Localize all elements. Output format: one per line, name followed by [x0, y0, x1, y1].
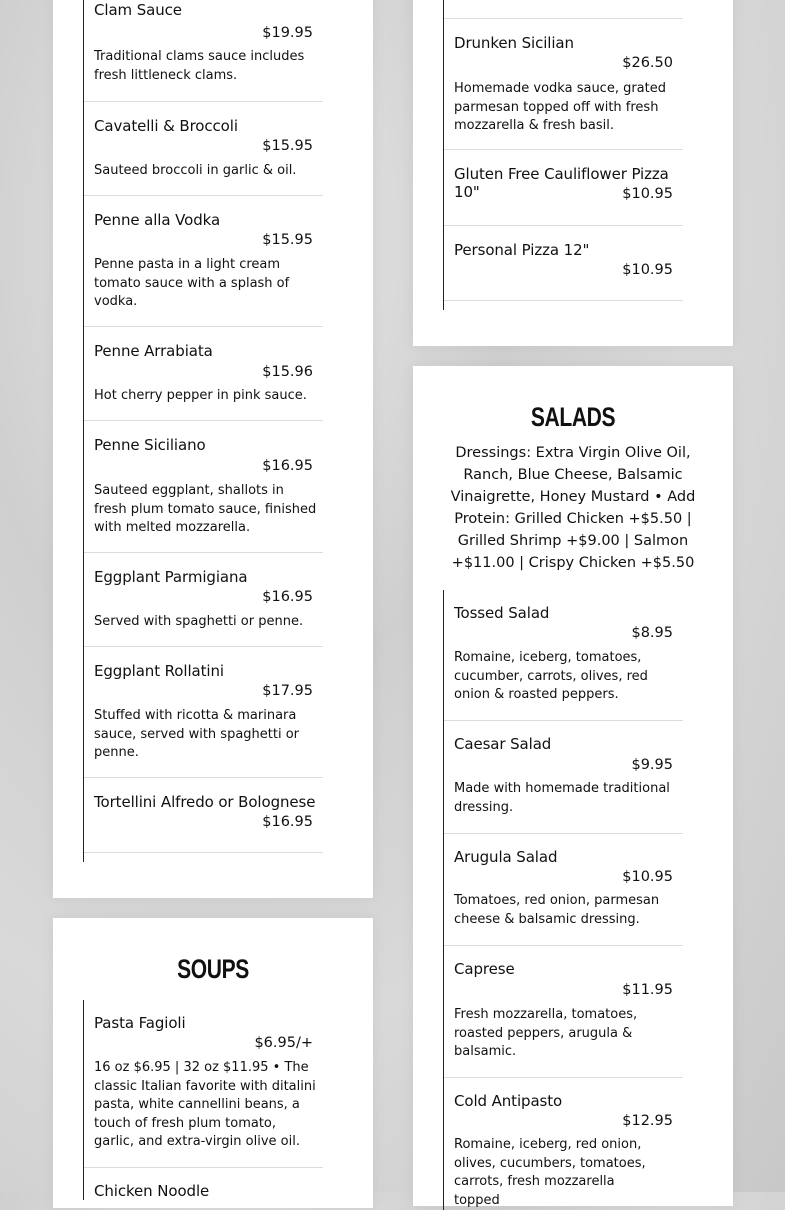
item-description: Tomatoes, red onion, parmesan cheese & balsamic dressing. — [454, 893, 660, 927]
item-name: Tossed Salad — [454, 604, 550, 622]
menu-item[interactable] — [444, 226, 683, 301]
menu-item[interactable] — [84, 1168, 323, 1208]
item-description: Sauteed eggplant, shallots in fresh plum tomato sauce, finished with melted mozzarella. — [94, 483, 317, 535]
item-name: Chicken Noodle — [94, 1182, 210, 1200]
section-heading: SOUPS — [177, 954, 249, 984]
item-name: Clam Sauce — [94, 1, 182, 19]
item-name: Arugula Salad — [454, 848, 558, 866]
item-description: Traditional clams sauce includes fresh littleneck clams. — [94, 49, 305, 83]
item-price: $10.95 — [622, 262, 673, 278]
menu-item[interactable] — [444, 946, 683, 1078]
item-name: Cavatelli & Broccoli — [94, 117, 238, 135]
pasta-items — [83, 0, 323, 862]
item-price: $15.95 — [262, 232, 313, 248]
menu-item[interactable] — [444, 721, 683, 834]
menu-item[interactable] — [444, 590, 683, 721]
item-price: $26.50 — [622, 55, 673, 71]
menu-item[interactable] — [444, 150, 683, 226]
item-price: $15.96 — [262, 364, 313, 380]
item-name: Penne Siciliano — [94, 436, 206, 454]
dressing-note: Dressings: Extra Virgin Olive Oil, Ranch, Blue Cheese, Balsamic Vinaigrette, Honey Mustard • Add Protein: Grilled Chicken +$5.50 | Grilled Shrimp +$9.00 | Salmon +$11.00 | Crispy Chicken +$5.50 — [450, 445, 696, 571]
menu-item[interactable] — [84, 0, 323, 102]
menu-item[interactable] — [444, 1078, 683, 1208]
section-heading: SALADS — [530, 402, 616, 432]
item-name: Caprese — [454, 960, 515, 978]
divider-row — [444, 0, 683, 19]
soups-card — [53, 918, 373, 1208]
item-description: Fresh mozzarella, tomatoes, roasted peppers, arugula & balsamic. — [454, 1007, 638, 1059]
item-price: $15.95 — [262, 138, 313, 154]
item-name: Penne alla Vodka — [94, 211, 221, 229]
menu-item[interactable] — [84, 102, 323, 196]
item-price: $19.95 — [262, 25, 313, 41]
menu-item[interactable] — [84, 778, 323, 853]
item-price: $17.95 — [262, 683, 313, 699]
item-name: Caesar Salad — [454, 735, 552, 753]
salads-card — [413, 366, 733, 1206]
menu-item[interactable] — [84, 1000, 323, 1168]
item-price: $6.95/+ — [254, 1035, 313, 1051]
menu-item[interactable] — [84, 647, 323, 778]
item-price: $10.95 — [622, 186, 673, 202]
item-price: $11.95 — [622, 982, 673, 998]
menu-item[interactable] — [84, 327, 323, 421]
item-price: $9.95 — [631, 757, 673, 773]
item-description: 16 oz $6.95 | 32 oz $11.95 • The classic Italian favorite with ditalini pasta, white cannellini beans, a touch of fresh plum tomato, garlic, and extra-virgin olive oil. — [94, 1060, 316, 1149]
item-price: $16.95 — [262, 458, 313, 474]
item-description: Romaine, iceberg, red onion, olives, cucumbers, tomatoes, carrots, fresh mozzarella topped — [454, 1137, 646, 1208]
menu-item[interactable] — [84, 196, 323, 327]
item-price: $12.95 — [622, 1113, 673, 1129]
salads-items — [443, 590, 683, 1210]
menu-item[interactable] — [84, 421, 323, 553]
item-price: $8.95 — [631, 625, 673, 641]
menu-item[interactable] — [444, 834, 683, 946]
item-description: Served with spaghetti or penne. — [94, 614, 304, 629]
item-description: Homemade vodka sauce, grated parmesan topped off with fresh mozzarella & fresh basil. — [454, 81, 666, 133]
item-name: Penne Arrabiata — [94, 342, 213, 360]
item-name: Eggplant Rollatini — [94, 662, 224, 680]
item-description: Made with homemade traditional dressing. — [454, 781, 670, 815]
pizza-items — [443, 0, 683, 310]
item-name: Eggplant Parmigiana — [94, 568, 248, 586]
item-name: Pasta Fagioli — [94, 1014, 186, 1032]
item-price: $10.95 — [622, 869, 673, 885]
item-name: Gluten Free Cauliflower Pizza 10" — [454, 165, 669, 201]
item-name: Tortellini Alfredo or Bolognese — [94, 793, 316, 811]
item-description: Stuffed with ricotta & marinara sauce, served with spaghetti or penne. — [94, 708, 300, 760]
menu-item[interactable] — [84, 553, 323, 647]
pizza-card — [413, 0, 733, 346]
pasta-card — [53, 0, 373, 898]
item-description: Penne pasta in a light cream tomato sauce with a splash of vodka. — [94, 257, 290, 309]
menu-item[interactable] — [444, 19, 683, 150]
item-description: Romaine, iceberg, tomatoes, cucumber, carrots, olives, red onion & roasted peppers. — [454, 650, 648, 702]
item-name: Cold Antipasto — [454, 1092, 563, 1110]
item-price: $16.95 — [262, 814, 313, 830]
soups-items — [83, 1000, 323, 1200]
item-description: Sauteed broccoli in garlic & oil. — [94, 163, 297, 178]
item-name: Drunken Sicilian — [454, 34, 574, 52]
item-price: $16.95 — [262, 589, 313, 605]
item-name: Personal Pizza 12" — [454, 241, 590, 259]
item-description: Hot cherry pepper in pink sauce. — [94, 388, 307, 403]
